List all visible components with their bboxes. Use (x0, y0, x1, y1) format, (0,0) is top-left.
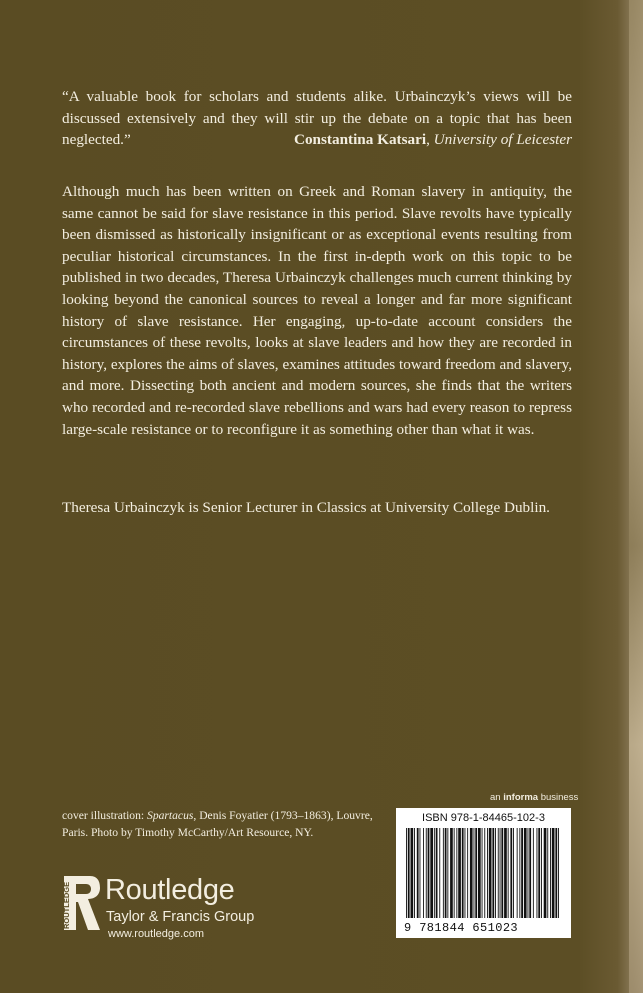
barcode-bar (450, 828, 453, 918)
publisher-url: www.routledge.com (108, 928, 204, 940)
barcode-bar (462, 828, 464, 918)
barcode-bar (475, 828, 477, 918)
barcode-bar (552, 828, 555, 918)
barcode-bar (492, 828, 494, 918)
barcode-bar (547, 828, 548, 918)
barcode-bar (430, 828, 433, 918)
cover-credit (62, 807, 392, 841)
barcode-bar (443, 828, 444, 918)
barcode-bar (428, 828, 430, 918)
barcode-bar (513, 828, 514, 918)
quote-affiliation: University of Leicester (433, 131, 572, 148)
barcode-bar (555, 828, 557, 918)
barcode-bar (447, 828, 448, 918)
barcode-bar (470, 828, 473, 918)
barcode-bar (445, 828, 447, 918)
isbn-barcode (396, 808, 571, 938)
book-description: Although much has been written on Greek and Roman slavery in antiquity, the same cannot be said for slave resistance in this period. Slave revolts have typically been dismissed as historically insignificant or as exceptional events resulting from peculiar historical circumstances. In the first in-depth work on this topic to be published in two decades, Theresa Urbainczyk challenges much current thinking by looking beyond the canonical sources to reveal a longer and far more significant history of slave resistance. Her engaging, up-to-date account considers the circumstances of these revolts, looks at slave leaders and how they are recorded in history, explores the aims of slaves, examines attitudes toward freedom and slavery, and more. Dissecting both ancient and modern sources, she finds that the writers who recorded and re-recorded slave rebellions and wars had every reason to repress large-scale resistance or to reconfigure it as something other than what it was. (62, 183, 572, 438)
informa-prefix: an (490, 792, 504, 803)
barcode-bar (454, 828, 455, 918)
barcode-bar (474, 828, 475, 918)
barcode-bar (538, 828, 540, 918)
barcode-bar (408, 828, 410, 918)
credit-work: Spartacus (147, 809, 194, 822)
barcode-bar (524, 828, 527, 918)
barcode-bar (504, 828, 507, 918)
barcode-bar (537, 828, 538, 918)
barcode-bar (406, 828, 407, 918)
barcode-bar (541, 828, 542, 918)
barcode-bar (482, 828, 483, 918)
informa-suffix: business (538, 792, 579, 803)
barcode-bar (533, 828, 534, 918)
barcode-bar (465, 828, 466, 918)
quote-text: “A valuable book for scholars and students alike. Urbainczyk’s views will be discussed extensively and they will stir up the debate on a topic that has been neglected.” (62, 88, 572, 148)
logo-side-text: ROUTLEDGE (62, 881, 71, 929)
quote-author: Constantina Katsari (294, 131, 427, 148)
barcode-bar (456, 828, 457, 918)
routledge-logo-icon (60, 872, 102, 934)
barcode-bar (528, 828, 529, 918)
barcode-bar (500, 828, 501, 918)
publisher-name: Routledge (105, 874, 235, 906)
barcode-bar (544, 828, 547, 918)
barcode-bar (519, 828, 520, 918)
barcode-bar (508, 828, 509, 918)
quote-separator: , (426, 131, 430, 148)
barcode-bars (404, 828, 564, 920)
barcode-bar (439, 828, 440, 918)
isbn-label: ISBN 978-1-84465-102-3 (422, 812, 545, 824)
informa-tagline (490, 792, 578, 803)
barcode-bar (521, 828, 523, 918)
quote-attribution (294, 129, 572, 151)
barcode-bar (436, 828, 438, 918)
barcode-bar (414, 828, 415, 918)
barcode-bar (434, 828, 435, 918)
barcode-bar (423, 828, 424, 918)
barcode-bar (478, 828, 481, 918)
barcode-bar (529, 828, 531, 918)
barcode-bar (411, 828, 414, 918)
barcode-bar (484, 828, 485, 918)
barcode-bar (426, 828, 427, 918)
barcode-bar (550, 828, 551, 918)
informa-brand: informa (503, 792, 539, 803)
credit-prefix: cover illustration: (62, 809, 148, 822)
barcode-bar (498, 828, 499, 918)
barcode-bar (517, 828, 518, 918)
barcode-bar (420, 828, 421, 918)
barcode-bar (467, 828, 468, 918)
barcode-bar (510, 828, 512, 918)
cover-image-edge (629, 0, 643, 993)
barcode-bar (417, 828, 419, 918)
credit-rest: , Denis Foyatier (1793–1863), Louvre, Paris. Photo by Timothy McCarthy/Art Resource, NY. (62, 809, 373, 839)
author-bio: Theresa Urbainczyk is Senior Lecturer in Classics at University College Dublin. (62, 499, 550, 516)
publisher-logo (60, 872, 320, 942)
barcode-bar (487, 828, 488, 918)
barcode-bar (495, 828, 496, 918)
barcode-bar (489, 828, 492, 918)
publisher-group: Taylor & Francis Group (106, 909, 255, 925)
barcode-bar (458, 828, 461, 918)
barcode-bar (558, 828, 559, 918)
endorsement-quote (62, 86, 572, 151)
isbn-digits: 9 781844 651023 (404, 921, 519, 935)
barcode-bar (501, 828, 503, 918)
